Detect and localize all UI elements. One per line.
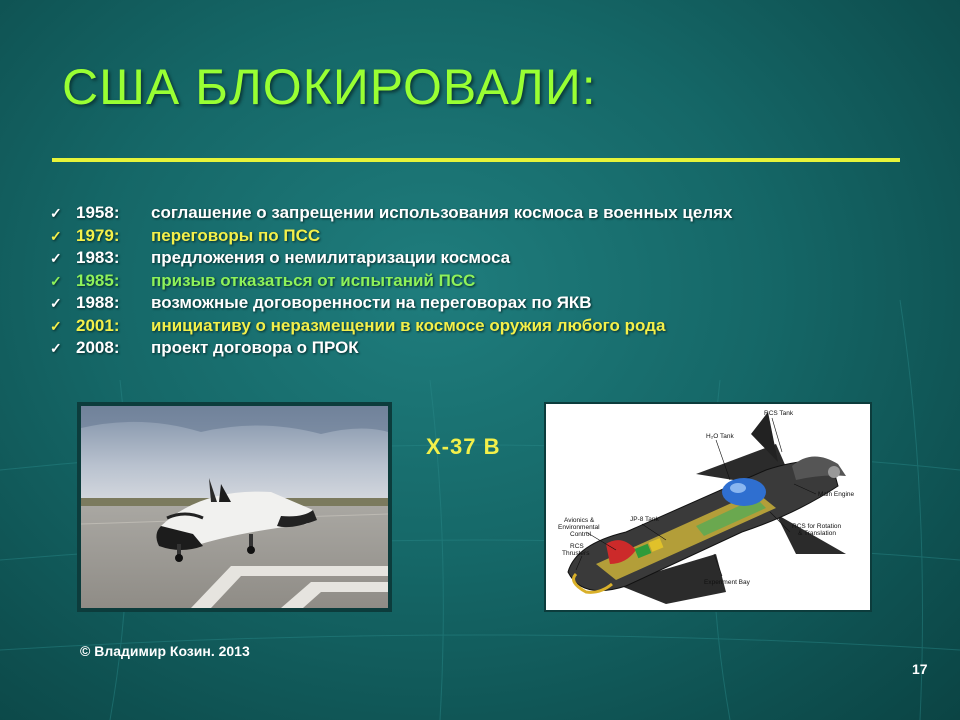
timeline-year: 1988: — [76, 293, 120, 312]
timeline-item-2001 — [50, 315, 733, 338]
cutaway-drawing — [546, 404, 870, 610]
checkmark-icon: ✓ — [50, 205, 62, 221]
label-avionics-2: Environmental — [558, 524, 600, 531]
timeline-text: предложения о немилитаризации космоса — [151, 248, 511, 267]
timeline-item-1985 — [50, 270, 733, 293]
checkmark-icon: ✓ — [50, 227, 62, 244]
vehicle-caption: Х-37 В — [426, 434, 501, 459]
title-underline — [52, 158, 900, 162]
timeline-year: 1985: — [76, 270, 120, 290]
checkmark-icon: ✓ — [50, 317, 62, 334]
checkmark-icon: ✓ — [50, 272, 62, 289]
label-rcs-thrusters: RCS — [570, 543, 584, 550]
checkmark-icon: ✓ — [50, 250, 62, 266]
timeline-list — [50, 202, 733, 360]
slide-title: США БЛОКИРОВАЛИ: — [62, 59, 597, 115]
timeline-year: 2008: — [76, 338, 120, 357]
timeline-text: инициативу о неразмещении в космосе оружия любого рода — [151, 315, 666, 335]
label-jp8-tank: JP-8 Tank — [630, 516, 659, 523]
timeline-text: переговоры по ПСС — [151, 225, 321, 245]
timeline-item-1979 — [50, 225, 733, 248]
timeline-item-1988 — [50, 292, 733, 315]
timeline-year: 1958: — [76, 203, 120, 222]
label-experiment-bay: Experiment Bay — [704, 579, 750, 586]
timeline-item-2008 — [50, 337, 733, 360]
x37b-photo — [77, 402, 392, 612]
timeline-year: 2001: — [76, 315, 120, 335]
label-avionics: Avionics & — [564, 517, 595, 524]
label-rcs-tank: RCS Tank — [764, 410, 794, 417]
timeline-year: 1979: — [76, 225, 120, 245]
label-avionics-3: Control — [570, 531, 591, 538]
label-main-engine: Main Engine — [818, 491, 855, 498]
timeline-text: соглашение о запрещении использования космоса в военных целях — [151, 203, 733, 222]
timeline-item-1983 — [50, 247, 733, 270]
label-rcs-rotation-2: & Translation — [798, 530, 836, 537]
label-rcs-thrusters-2: Thrusters — [562, 550, 590, 557]
label-h2o-tank: H₂O Tank — [706, 433, 734, 440]
timeline-text: проект договора о ПРОК — [151, 338, 359, 357]
x37b-cutaway-diagram — [544, 402, 872, 612]
x37b-runway-photo — [81, 406, 388, 608]
checkmark-icon: ✓ — [50, 295, 62, 311]
copyright-note: © Владимир Козин. 2013 — [80, 643, 250, 659]
timeline-text: возможные договоренности на переговорах по ЯКВ — [151, 293, 592, 312]
page-number: 17 — [912, 661, 928, 677]
timeline-item-1958 — [50, 202, 733, 225]
checkmark-icon: ✓ — [50, 340, 62, 356]
label-rcs-rotation: RCS for Rotation — [792, 523, 842, 530]
timeline-text: призыв отказаться от испытаний ПСС — [151, 270, 476, 290]
timeline-year: 1983: — [76, 248, 120, 267]
